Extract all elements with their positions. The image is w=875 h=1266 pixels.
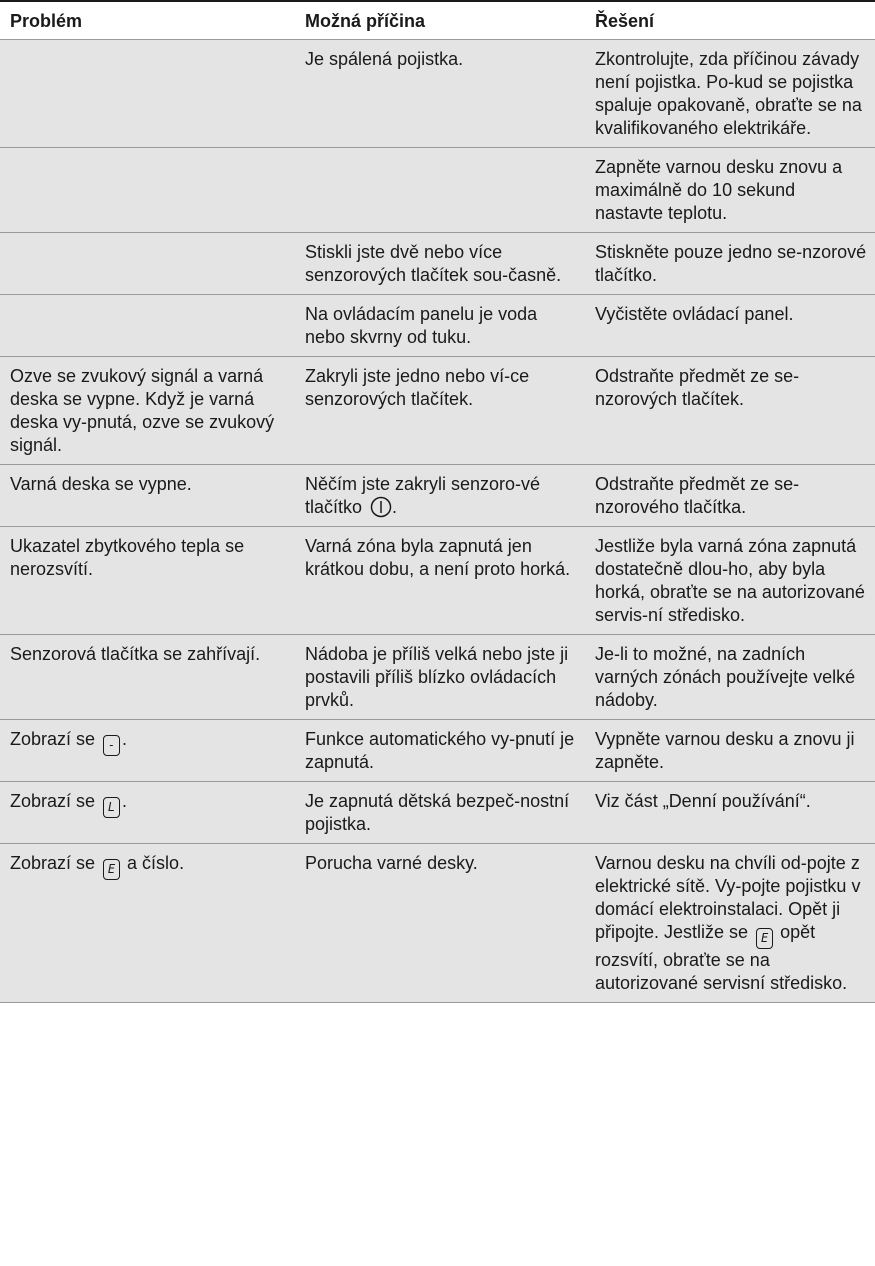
problem-text-end: .	[122, 729, 128, 749]
header-problem: Problém	[0, 1, 297, 40]
problem-text: Zobrazí se	[10, 791, 101, 811]
cell-problem	[0, 40, 297, 148]
cell-cause: Je spálená pojistka.	[297, 40, 587, 148]
cause-text-end: .	[392, 497, 398, 517]
table-header-row	[0, 1, 875, 40]
table-row	[0, 40, 875, 148]
cell-solution	[587, 844, 875, 1003]
cell-solution: Viz část „Denní používání“.	[587, 782, 875, 844]
display-lock-symbol-icon: L	[103, 797, 120, 818]
table-row	[0, 357, 875, 465]
display-error-symbol-icon: E	[756, 928, 773, 949]
header-solution: Řešení	[587, 1, 875, 40]
cell-cause: Je zapnutá dětská bezpeč-nostní pojistka.	[297, 782, 587, 844]
cell-cause: Funkce automatického vy-pnutí je zapnutá.	[297, 720, 587, 782]
power-symbol-icon	[370, 496, 392, 518]
table-row	[0, 782, 875, 844]
table-row	[0, 720, 875, 782]
cell-cause: Nádoba je příliš velká nebo jste ji postavili příliš blízko ovládacích prvků.	[297, 635, 587, 720]
problem-text: Zobrazí se	[10, 729, 101, 749]
cell-solution: Odstraňte předmět ze se-nzorového tlačítka.	[587, 465, 875, 527]
header-cause: Možná příčina	[297, 1, 587, 40]
cell-problem: Senzorová tlačítka se zahřívají.	[0, 635, 297, 720]
cell-cause: Porucha varné desky.	[297, 844, 587, 1003]
cell-solution: Zapněte varnou desku znovu a maximálně do 10 sekund nastavte teplotu.	[587, 148, 875, 233]
cell-problem: Ukazatel zbytkového tepla se nerozsvítí.	[0, 527, 297, 635]
cell-solution: Odstraňte předmět ze se-nzorových tlačítek.	[587, 357, 875, 465]
cell-cause: Na ovládacím panelu je voda nebo skvrny od tuku.	[297, 295, 587, 357]
cell-problem	[0, 233, 297, 295]
cell-solution: Zkontrolujte, zda příčinou závady není pojistka. Po-kud se pojistka spaluje opakovaně, obraťte se na kvalifikovaného elektrikáře.	[587, 40, 875, 148]
cell-solution: Je-li to možné, na zadních varných zónách používejte velké nádoby.	[587, 635, 875, 720]
problem-text: Zobrazí se	[10, 853, 101, 873]
cell-problem	[0, 148, 297, 233]
cell-problem	[0, 295, 297, 357]
cell-problem	[0, 844, 297, 1003]
solution-text-end: opět rozsvítí, obraťte se na autorizované servisní středisko.	[595, 922, 848, 993]
cell-solution: Vypněte varnou desku a znovu ji zapněte.	[587, 720, 875, 782]
cell-cause	[297, 465, 587, 527]
solution-text: Varnou desku na chvíli od-pojte z elektrické sítě. Vy-pojte pojistku v domácí elektroinstalaci. Opět ji připojte. Jestliže se	[595, 853, 861, 942]
problem-text-end: .	[122, 791, 128, 811]
cause-text: Něčím jste zakryli senzoro-vé tlačítko	[305, 474, 541, 517]
display-dash-symbol-icon: -	[103, 735, 120, 756]
display-error-symbol-icon: E	[103, 859, 120, 880]
cell-solution: Vyčistěte ovládací panel.	[587, 295, 875, 357]
table-row	[0, 527, 875, 635]
table-row	[0, 635, 875, 720]
problem-text-end: a číslo.	[122, 853, 185, 873]
table-row	[0, 148, 875, 233]
table-row	[0, 844, 875, 1003]
cell-cause: Stiskli jste dvě nebo více senzorových tlačítek sou-časně.	[297, 233, 587, 295]
cell-problem: Varná deska se vypne.	[0, 465, 297, 527]
table-row	[0, 465, 875, 527]
cell-solution: Jestliže byla varná zóna zapnutá dostatečně dlou-ho, aby byla horká, obraťte se na autorizované servis-ní středisko.	[587, 527, 875, 635]
cell-cause	[297, 148, 587, 233]
cell-cause: Varná zóna byla zapnutá jen krátkou dobu, a není proto horká.	[297, 527, 587, 635]
cell-problem	[0, 782, 297, 844]
table-row	[0, 233, 875, 295]
cell-cause: Zakryli jste jedno nebo ví-ce senzorových tlačítek.	[297, 357, 587, 465]
cell-problem	[0, 720, 297, 782]
cell-problem: Ozve se zvukový signál a varná deska se vypne. Když je varná deska vy-pnutá, ozve se zvukový signál.	[0, 357, 297, 465]
cell-solution: Stiskněte pouze jedno se-nzorové tlačítko.	[587, 233, 875, 295]
table-row	[0, 295, 875, 357]
